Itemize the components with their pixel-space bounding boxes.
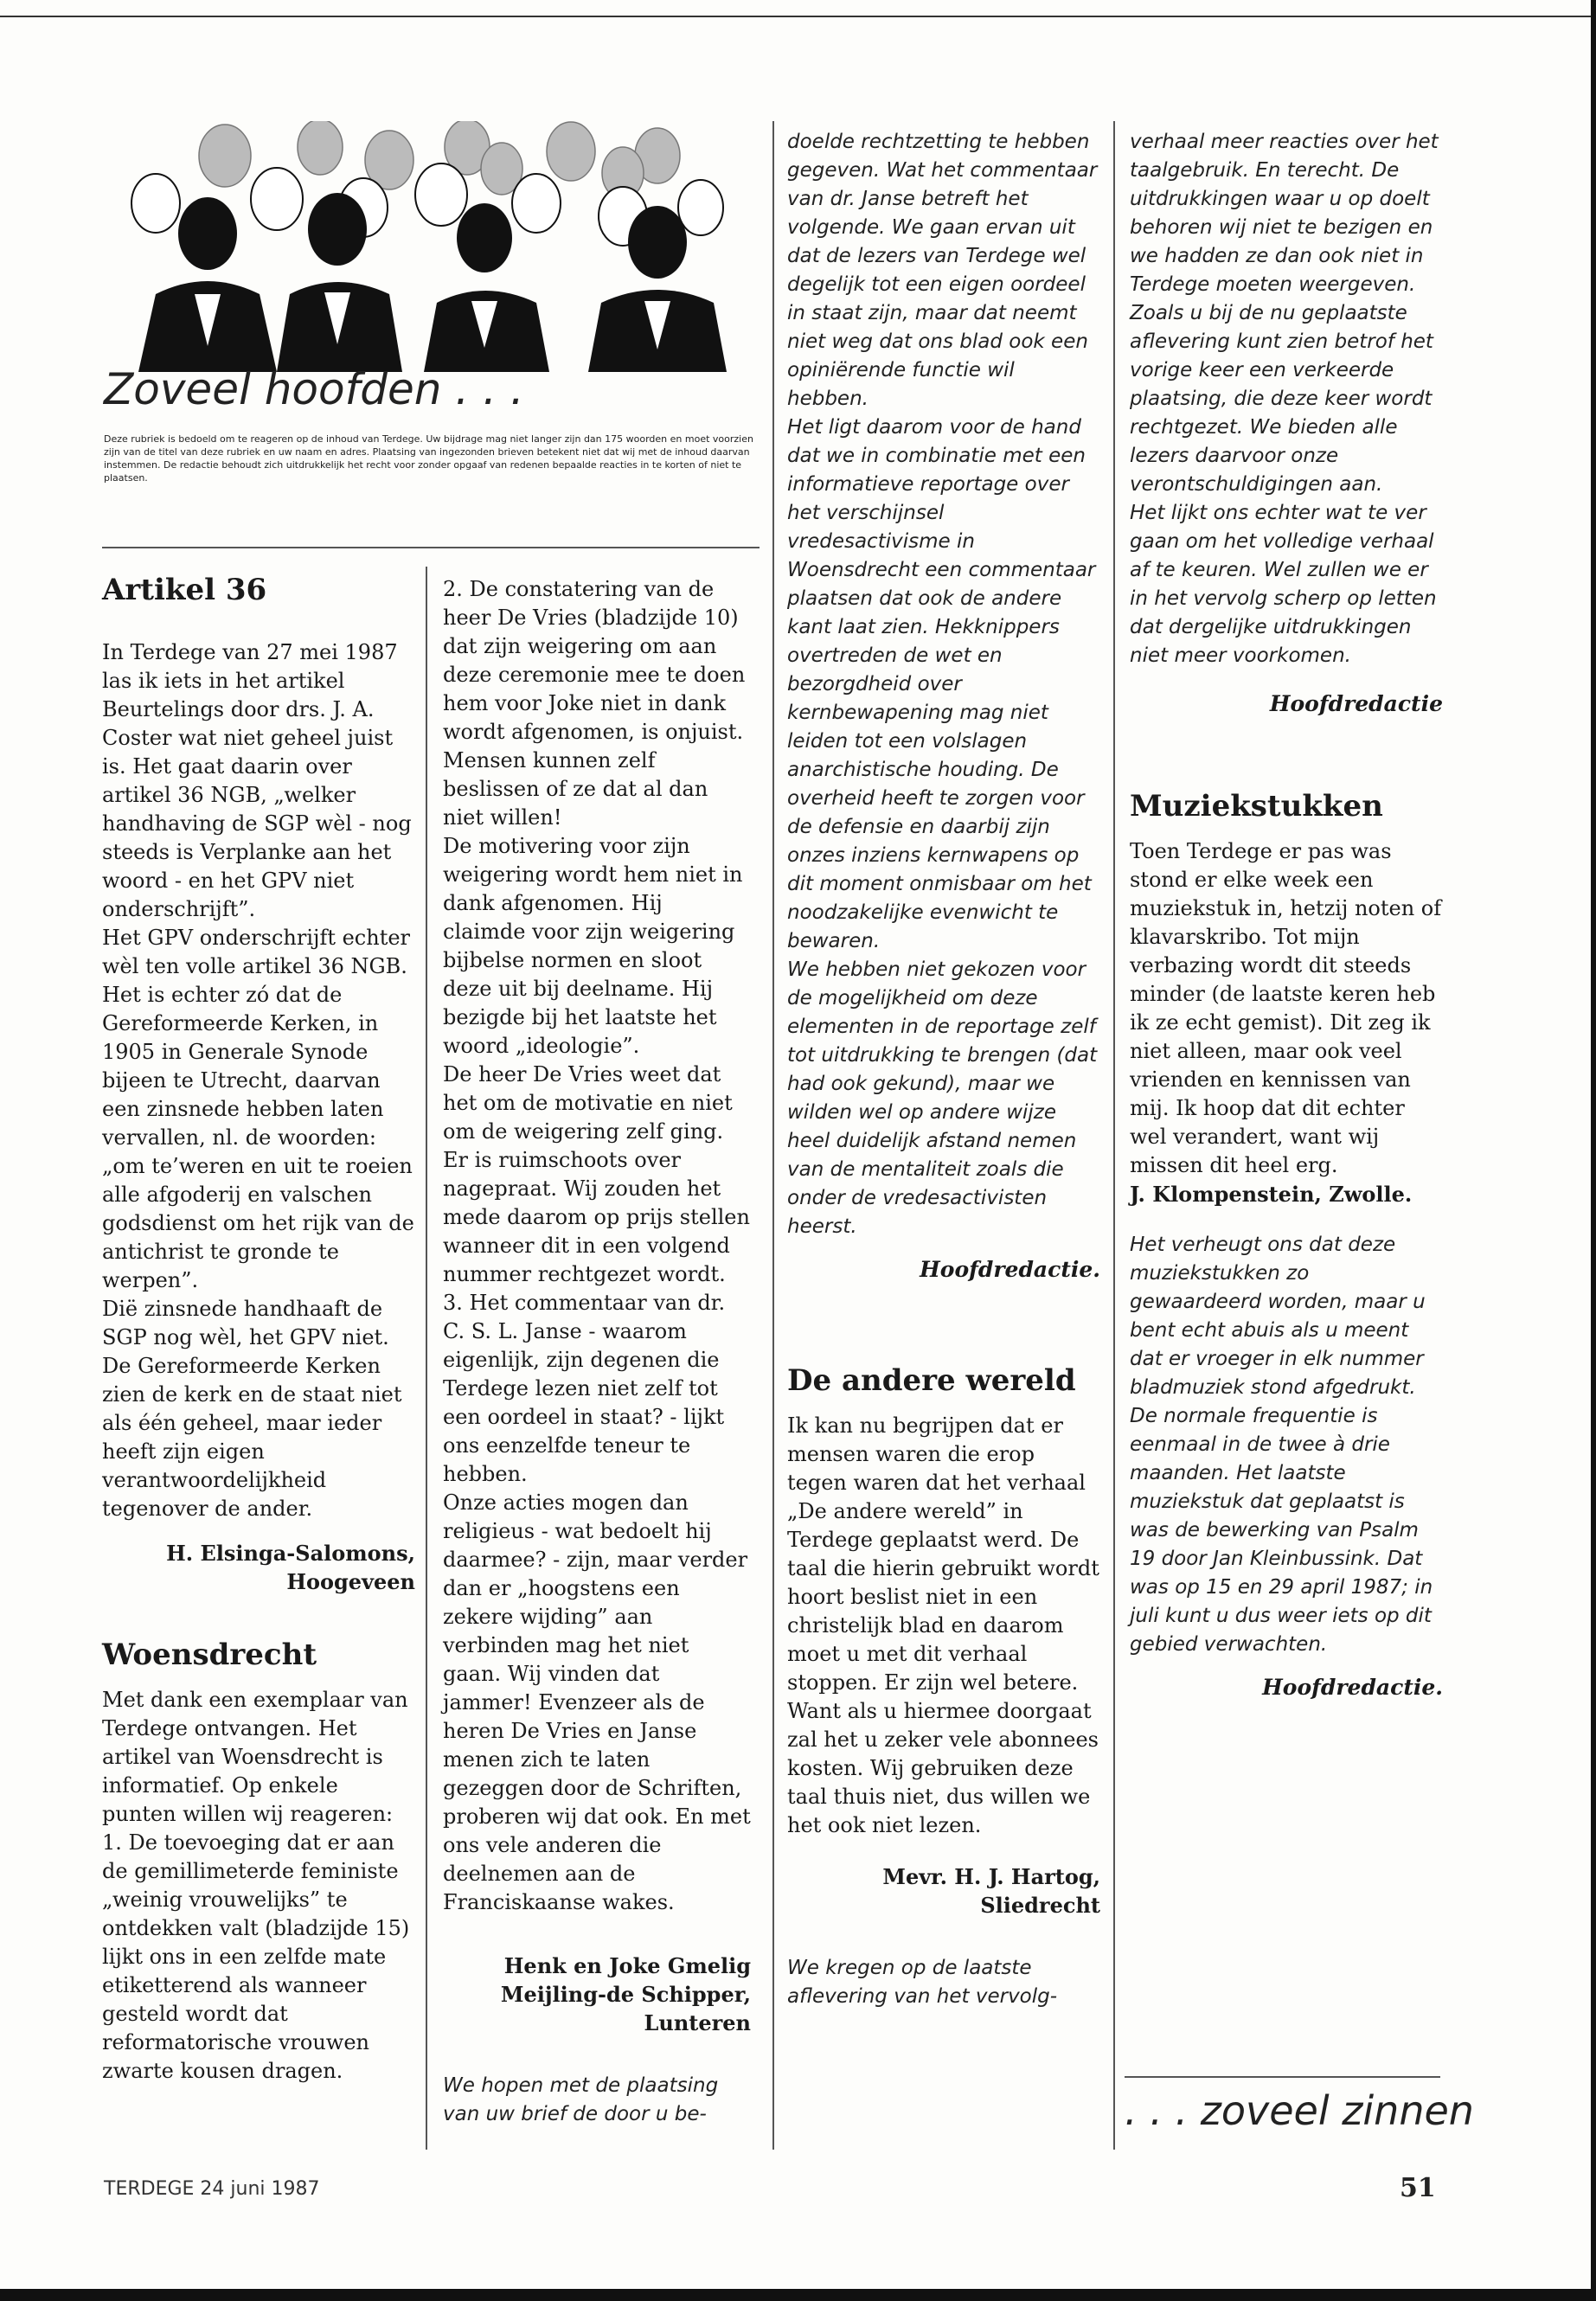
woensdrecht-heading: Woensdrecht	[102, 1638, 317, 1672]
masthead-divider	[102, 547, 760, 548]
bottom-border	[0, 2289, 1596, 2301]
editorial-signature: Hoofdredactie.	[920, 1257, 1100, 1282]
column-divider-1	[426, 567, 427, 2150]
section-title: Zoveel hoofden . . .	[104, 364, 524, 414]
woensdrecht-paragraph: Met dank een exemplaar van Terdege ontvangen. Het artikel van Woensdrecht is informatief. Op enkele punten willen wij reageren:	[102, 1688, 408, 1826]
woensdrecht-paragraph: 1. De toevoeging dat er aan de gemillimeterde feministe „weinig vrouwelijks” te ontdekken valt (bladzijde 15) lijkt ons in een zelfde mate etiketterend als wanneer gesteld wordt dat reformatorische vrouwen zwarte kousen dragen.	[102, 1830, 410, 2083]
artikel-36-signature-name: H. Elsinga-Salomons,	[166, 1541, 415, 1566]
woensdrecht-signature-line: Lunteren	[644, 2010, 751, 2035]
editorial-reply: Het lijkt ons echter wat te ver gaan om het volledige verhaal af te keuren. Wel zullen we er in het vervolg scherp op letten dat dergelijke uitdrukkingen niet meer voorkomen.	[1130, 502, 1437, 667]
column-divider-2	[772, 121, 774, 2150]
editorial-reply: We hopen met de plaatsing van uw brief de door u be-	[443, 2074, 719, 2125]
woensdrecht-paragraph: 2. De constatering van de heer De Vries (bladzijde 10) dat zijn weigering om aan deze ceremonie mee te doen hem voor Joke niet in dank wordt afgenomen, is onjuist. Mensen kunnen zelf beslissen of ze dat al dan niet willen!	[443, 577, 746, 830]
muziekstukken-paragraph: Toen Terdege er pas was stond er elke week een muziekstuk in, hetzij noten of klavarskribo. Tot mijn verbazing wordt dit steeds minder (de laatste keren heb ik ze echt gemist). Dit zeg ik niet alleen, maar ook veel vrienden en kennissen van mij. Ik hoop dat dit echter wel verandert, want wij missen dit heel erg.	[1130, 839, 1442, 1177]
editorial-reply: Het verheugt ons dat deze muziekstukken zo gewaardeerd worden, maar u bent echt abuis als u meent dat er vroeger in elk nummer bladmuziek stond afgedrukt. De normale frequentie is eenmaal in de twee à drie maanden. Het laatste muziekstuk dat geplaatst is was de bewerking van Psalm 19 door Jan Kleinbussink. Dat was op 15 en 29 april 1987; in juli kunt u dus weer iets op dit gebied verwachten.	[1130, 1234, 1433, 1656]
andere-wereld-heading: De andere wereld	[787, 1363, 1076, 1398]
page-number: 51	[1400, 2173, 1436, 2203]
artikel-36-heading: Artikel 36	[102, 573, 267, 607]
artikel-36-signature-place: Hoogeveen	[286, 1569, 415, 1594]
editorial-signature: Hoofdredactie	[1269, 691, 1443, 716]
editorial-reply: doelde rechtzetting te hebben gegeven. Wat het commentaar van dr. Janse betreft het volgende. We gaan ervan uit dat de lezers van Terdege wel degelijk tot een eigen oordeel in staat zijn, maar dat neemt niet weg dat ons blad ook een opiniërende functie wil hebben.	[787, 131, 1098, 410]
artikel-36-paragraph: In Terdege van 27 mei 1987 las ik iets in het artikel Beurtelings door drs. J. A. Coster wat niet geheel juist is. Het gaat daarin over artikel 36 NGB, „welker handhaving de SGP wèl - nog steeds is Verplanke aan het woord - en het GPV niet onderschrijft”.	[102, 640, 412, 921]
editorial-reply: verhaal meer reacties over het taalgebruik. En terecht. De uitdrukkingen waar u op doelt behoren wij niet te bezigen en we hadden ze dan ook niet in Terdege moeten weergeven. Zoals u bij de nu geplaatste aflevering kunt zien betrof het vorige keer een verkeerde plaatsing, die deze keer wordt rechtgezet. We bieden alle lezers daarvoor onze verontschuldigingen aan.	[1130, 131, 1439, 496]
woensdrecht-paragraph: Onze acties mogen dan religieus - wat bedoelt hij daarmee? - zijn, maar verder dan er „hoogstens een zekere wijding” aan verbinden mag het niet gaan. Wij vinden dat jammer! Evenzeer als de heren De Vries en Janse menen zich te laten gezeggen door de Schriften, proberen wij dat ook. En met ons vele anderen die deelnemen aan de Franciskaanse wakes.	[443, 1490, 751, 1914]
zinnen-rule	[1125, 2076, 1440, 2078]
editorial-reply: We kregen op de laatste aflevering van het vervolg-	[787, 1957, 1058, 2008]
column-3	[787, 128, 1100, 2011]
artikel-36-paragraph: Het GPV onderschrijft echter wèl ten volle artikel 36 NGB. Het is echter zó dat de Gereformeerde Kerken, in 1905 in Generale Synode bijeen te Utrecht, daarvan een zinsnede hebben laten vervallen, nl. de woorden: „om te’weren en uit te roeien alle afgoderij en valschen godsdienst om het rijk van de antichrist te gronde te werpen”.	[102, 926, 414, 1292]
column-2	[443, 575, 751, 2129]
andere-wereld-paragraph: Ik kan nu begrijpen dat er mensen waren die erop tegen waren dat het verhaal „De andere wereld” in Terdege geplaatst werd. De taal die hierin gebruikt wordt hoort beslist niet in een christelijk blad en daarom moet u met dit verhaal stoppen. Er zijn wel betere. Want als u hiermee doorgaat zal het u zeker vele abonnees kosten. Wij gebruiken deze taal thuis niet, dus willen we het ook niet lezen.	[787, 1413, 1099, 1837]
woensdrecht-paragraph: De motivering voor zijn weigering wordt hem niet in dank afgenomen. Hij claimde voor zijn weigering bijbelse normen en sloot deze uit bij deelname. Hij bezigde bij het laatste het woord „ideologie”.	[443, 834, 743, 1058]
artikel-36-paragraph: Dië zinsnede handhaaft de SGP nog wèl, het GPV niet. De Gereformeerde Kerken zien de kerk en de staat niet als één geheel, maar ieder heeft zijn eigen verantwoordelijkheid tegenover de ander.	[102, 1297, 402, 1521]
woensdrecht-paragraph: De heer De Vries weet dat het om de motivatie en niet om de weigering zelf ging. Er is ruimschoots over nagepraat. Wij zouden het mede daarom op prijs stellen wanneer dit in een volgend nummer rechtgezet wordt.	[443, 1062, 750, 1286]
column-divider-3	[1113, 121, 1115, 2150]
editorial-signature: Hoofdredactie.	[1262, 1675, 1443, 1700]
woensdrecht-signature-line: Meijling-de Schipper,	[500, 1982, 751, 2007]
section-intro: Deze rubriek is bedoeld om te reageren op de inhoud van Terdege. Uw bijdrage mag niet langer zijn dan 175 woorden en moet voorzien zijn van de titel van deze rubriek en uw naam en adres. Plaatsing van ingezonden brieven betekent niet dat wij met de inhoud daarvan instemmen. De redactie behoudt zich uitdrukkelijk het recht voor zonder opgaaf van redenen bepaalde reacties in te korten of niet te plaatsen.	[104, 433, 753, 484]
editorial-reply: Het ligt daarom voor de hand dat we in combinatie met een informatieve reportage over het verschijnsel vredesactivisme in Woensdrecht een commentaar plaatsen dat ook de andere kant laat zien. Hekknippers overtreden de wet en bezorgdheid over kernbewapening mag niet leiden tot een volslagen anarchistische houding. De overheid heeft te zorgen voor de defensie en daarbij zijn onzes inziens kernwapens op dit moment onmisbaar om het noodzakelijke evenwicht te bewaren.	[787, 416, 1096, 952]
top-border	[0, 16, 1596, 17]
woensdrecht-paragraph: 3. Het commentaar van dr. C. S. L. Janse - waarom eigenlijk, zijn degenen die Terdege lezen niet zelf tot een oordeel in staat? - lijkt ons eenzelfde teneur te hebben.	[443, 1291, 726, 1486]
andere-wereld-signature-place: Sliedrecht	[980, 1893, 1100, 1918]
column-1	[102, 571, 415, 2086]
muziekstukken-heading: Muziekstukken	[1130, 789, 1383, 824]
editorial-reply: We hebben niet gekozen voor de mogelijkheid om deze elementen in de reportage zelf tot uitdrukking te brengen (dat had ook gekund), maar we wilden wel op andere wijze heel duidelijk afstand nemen van de mentaliteit zoals die onder de vredesactivisten heerst.	[787, 958, 1098, 1238]
muziekstukken-signature: J. Klompenstein, Zwolle.	[1130, 1182, 1413, 1207]
footer-publication: TERDEGE 24 juni 1987	[104, 2178, 320, 2200]
crowd-heads-illustration	[104, 121, 744, 372]
zoveel-zinnen-caption: . . . zoveel zinnen	[1125, 2087, 1474, 2134]
woensdrecht-signature-line: Henk en Joke Gmelig	[503, 1953, 751, 1978]
column-4	[1130, 128, 1443, 1702]
andere-wereld-signature-name: Mevr. H. J. Hartog,	[882, 1864, 1100, 1889]
right-border	[1591, 0, 1596, 2301]
